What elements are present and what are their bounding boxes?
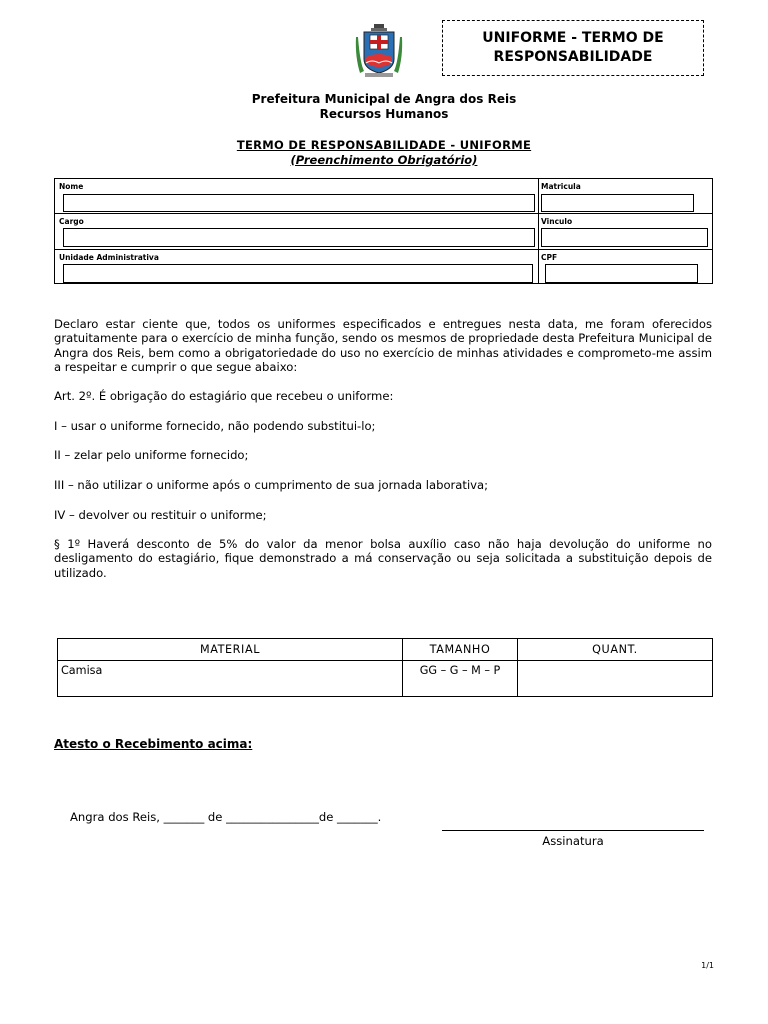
document-title-box [442, 20, 704, 76]
material-cell: Camisa [58, 661, 403, 697]
article-text: Art. 2º. É obrigação do estagiário que recebeu o uniforme: [54, 389, 394, 403]
declaration-text: Declaro estar ciente que, todos os uniformes especificados e entregues nesta data, me foram oferecidos gratuitamente para o exercício de minha função, sendo os mesmos de propriedade desta Prefeitura Municipal de Angra dos Reis, bem como a obrigatoriedade do uso no exercício de minhas atividades e comprometo-me assim a respeitar e cumprir o que segue abaixo: [54, 317, 712, 375]
document-title-line1: UNIFORME - TERMO DE [482, 30, 664, 46]
table-row [58, 661, 713, 697]
signature-line[interactable] [442, 830, 704, 831]
obligation-item-3: III – não utilizar o uniforme após o cumprimento de sua jornada laborativa; [54, 478, 489, 492]
discount-paragraph: § 1º Haverá desconto de 5% do valor da menor bolsa auxílio caso não haja devolução do uniforme no desligamento do estagiário, fique demonstrado a má conservação ou seja solicitada a substituição depois de utilizado. [54, 537, 712, 580]
vinculo-field[interactable] [541, 228, 708, 247]
cargo-field[interactable] [63, 228, 535, 247]
place-date-line: Angra dos Reis, _______ de ________________de _______. [70, 810, 382, 824]
material-header: MATERIAL [58, 639, 403, 661]
nome-field[interactable] [63, 194, 535, 212]
receipt-attestation-heading: Atesto o Recebimento acima: [54, 737, 253, 751]
unidade-field[interactable] [63, 264, 533, 283]
matricula-field[interactable] [541, 194, 694, 212]
matricula-label: Matricula [541, 182, 581, 191]
municipal-coat-of-arms-icon [354, 23, 404, 79]
form-row-divider [55, 213, 712, 214]
term-title: TERMO DE RESPONSABILIDADE - UNIFORME [236, 138, 532, 152]
table-header-row [58, 639, 713, 661]
page-number: 1/1 [701, 961, 714, 970]
department-name: Recursos Humanos [319, 107, 449, 121]
tamanho-header: TAMANHO [403, 639, 518, 661]
term-subtitle: (Preenchimento Obrigatório) [290, 153, 478, 167]
form-row-divider [55, 249, 712, 250]
obligation-item-1: I – usar o uniforme fornecido, não podendo substitui-lo; [54, 419, 376, 433]
quant-header: QUANT. [518, 639, 713, 661]
unidade-label: Unidade Administrativa [59, 253, 159, 262]
cpf-field[interactable] [545, 264, 698, 283]
identification-form [54, 178, 713, 284]
tamanho-cell: GG – G – M – P [403, 661, 518, 697]
document-title-line2: RESPONSABILIDADE [493, 49, 653, 65]
organization-name: Prefeitura Municipal de Angra dos Reis [251, 92, 517, 106]
vinculo-label: Vinculo [541, 217, 573, 226]
signature-label: Assinatura [542, 834, 604, 848]
form-divider [538, 179, 539, 283]
materials-table [57, 638, 713, 697]
cpf-label: CPF [541, 253, 558, 262]
cargo-label: Cargo [59, 217, 84, 226]
quant-cell[interactable] [518, 661, 713, 697]
obligation-item-4: IV – devolver ou restituir o uniforme; [54, 508, 267, 522]
nome-label: Nome [59, 182, 84, 191]
obligation-item-2: II – zelar pelo uniforme fornecido; [54, 448, 249, 462]
